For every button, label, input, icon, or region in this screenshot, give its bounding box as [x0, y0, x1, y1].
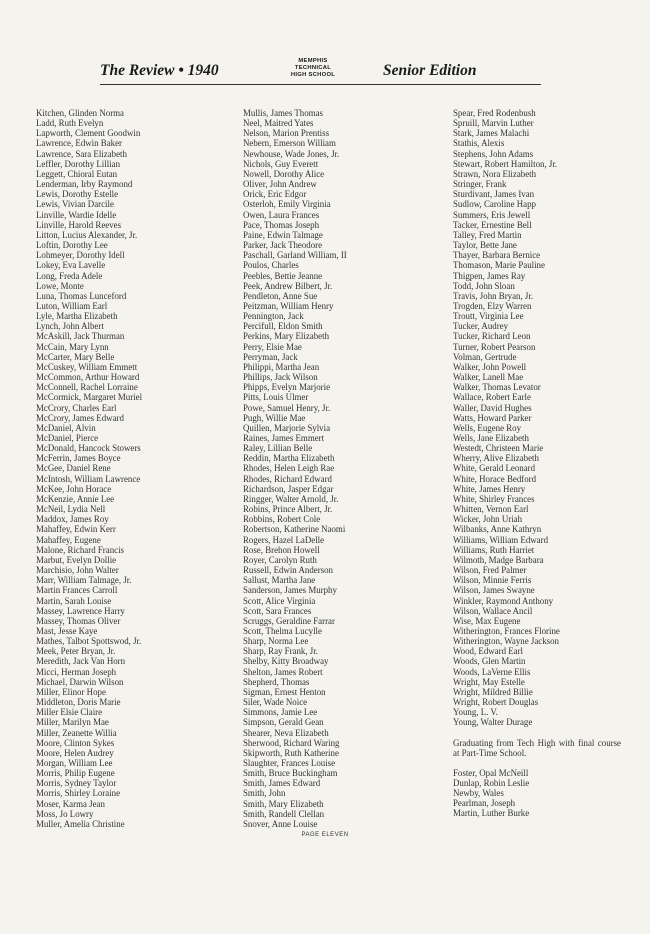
student-name: Volman, Gertrude — [453, 351, 517, 362]
student-name: Moore, Clinton Sykes — [36, 737, 115, 748]
student-name: Walker, John Powell — [453, 361, 527, 372]
school-line-3: HIGH SCHOOL — [290, 72, 336, 78]
student-name: McConnell, Rachel Lorraine — [36, 382, 138, 393]
student-name: Raley, Lillian Belle — [243, 443, 313, 454]
student-name: Paschall, Garland William, II — [243, 250, 347, 261]
student-name: White, James Henry — [453, 483, 526, 494]
student-name: Todd, John Sloan — [453, 280, 515, 291]
student-name: Peebles, Bettie Jeanne — [243, 270, 323, 281]
student-name: Scott, Thelma Lucylle — [243, 625, 322, 636]
student-name: Woods, Glen Martin — [453, 656, 526, 667]
student-name: Moss, Jo Lowry — [36, 808, 94, 819]
student-name: White, Gerald Leonard — [453, 463, 536, 474]
names-column-3-list — [453, 108, 621, 728]
spacer — [453, 758, 621, 768]
student-name: Wallace, Robert Earle — [453, 392, 531, 403]
student-name: Phipps, Evelyn Marjorie — [243, 382, 331, 393]
student-name: Simmons, Jamie Lee — [243, 707, 318, 718]
student-name: Foster, Opal McNeill — [453, 767, 529, 778]
spacer — [453, 728, 621, 738]
student-name: Tucker, Richard Leon — [453, 331, 531, 342]
student-name: McCrory, James Edward — [36, 412, 124, 423]
student-name: Woods, LaVerne Ellis — [453, 666, 531, 677]
student-name: Litton, Lucius Alexander, Jr. — [36, 229, 138, 240]
school-name — [285, 58, 341, 79]
student-name: Wells, Jane Elizabeth — [453, 433, 529, 443]
student-name: Taylor, Bette Jane — [453, 240, 517, 251]
student-name: Massey, Thomas Oliver — [36, 615, 121, 626]
student-name: Walker, Thomas Levator — [453, 382, 541, 393]
student-name: Wilson, Wallace Ancil — [453, 605, 533, 616]
student-name: Robbins, Robert Cole — [243, 514, 321, 525]
names-column-2 — [243, 108, 347, 829]
student-name: Mahaffey, Edwin Kerr — [36, 524, 116, 535]
student-name: Paine, Edwin Talmage — [243, 229, 323, 240]
student-name: Wright, May Estelle — [453, 676, 525, 687]
student-name: Rose, Brehon Howell — [243, 544, 320, 555]
student-name: Wilson, Fred Palmer — [453, 565, 527, 576]
student-name: Linville, Wardie Idelle — [36, 209, 117, 220]
student-name: Sallust, Martha Jane — [243, 575, 316, 586]
student-name: Shearer, Neva Elizabeth — [243, 727, 329, 738]
student-name: McDaniel, Alvin — [36, 422, 96, 433]
student-name: Waller, David Hughes — [453, 402, 532, 413]
student-name: Wright, Robert Douglas — [453, 697, 539, 708]
student-name: Travis, John Bryan, Jr. — [453, 290, 534, 301]
student-name: Dunlap, Robin Leslie — [453, 778, 530, 788]
student-name: Mast, Jesse Kaye — [36, 625, 98, 636]
student-name: Siler, Wade Noice — [243, 697, 308, 708]
student-name: Mathes, Talbot Spottswod, Jr. — [36, 636, 142, 647]
student-name: White, Shirley Frances — [453, 493, 535, 504]
publication-year: 1940 — [187, 62, 219, 79]
student-name: Newhouse, Wade Jones, Jr. — [243, 148, 340, 159]
student-name: Sigman, Ernest Henton — [243, 686, 326, 697]
student-name: Smith, Bruce Buckingham — [243, 768, 338, 779]
student-name: Wilbanks, Anne Kathryn — [453, 524, 542, 535]
student-name: Shelton, James Robert — [243, 666, 323, 677]
student-name: Stathis, Alexis — [453, 138, 505, 149]
graduating-note: Graduating from Tech High with final course at Part-Time School. — [453, 737, 621, 758]
student-name: Owen, Laura Frances — [243, 209, 320, 220]
student-name: McCain, Mary Lynn — [36, 341, 109, 352]
student-name: Massey, Lawrence Harry — [36, 605, 125, 616]
student-name: Raines, James Emmert — [243, 433, 325, 443]
student-name: Osterloh, Emily Virginia — [243, 199, 331, 210]
student-name: Thigpen, James Ray — [453, 270, 526, 281]
student-name: Meredith, Jack Van Horn — [36, 656, 126, 667]
student-name: Wells, Eugene Roy — [453, 422, 522, 433]
student-name: McCormick, Margaret Muriel — [36, 392, 143, 403]
student-name: Luton, William Earl — [36, 300, 108, 311]
student-name: Mahaffey, Eugene — [36, 534, 101, 545]
student-name: McCuskey, William Emmett — [36, 361, 138, 372]
student-name: Smith, Randell Clellan — [243, 808, 325, 819]
student-name: Middleton, Doris Marie — [36, 697, 121, 708]
student-name: Morris, Shirley Loraine — [36, 788, 121, 799]
student-name: Pennington, Jack — [243, 311, 304, 322]
student-name: McDaniel, Pierce — [36, 433, 99, 443]
student-name: Witherington, Frances Florine — [453, 625, 560, 636]
student-name: Talley, Fred Martin — [453, 229, 522, 240]
student-name: Thomason, Marie Pauline — [453, 260, 545, 271]
student-name: McDonald, Hancock Stowers — [36, 443, 141, 454]
student-name: Marr, William Talmage, Jr. — [36, 575, 132, 586]
student-name: Russell, Edwin Anderson — [243, 565, 333, 576]
student-name: Simpson, Gerald Gean — [243, 717, 324, 728]
student-name: Summers, Eris Jewell — [453, 209, 531, 220]
student-name: Martin Frances Carroll — [36, 585, 118, 596]
student-name: Oliver, John Andrew — [243, 179, 317, 190]
student-name: Nowell, Dorothy Alice — [243, 168, 325, 179]
student-name: Young, Walter Durage — [453, 717, 533, 728]
student-name: Strawn, Nora Elizabeth — [453, 168, 537, 179]
student-name: Peitzman, William Henry — [243, 300, 334, 311]
student-name: Morris, Sydney Taylor — [36, 778, 117, 789]
student-name: Watts, Howard Parker — [453, 412, 532, 423]
student-name: Snover, Anne Louise — [243, 818, 318, 829]
student-name: Marbut, Evelyn Dollie — [36, 554, 117, 565]
student-name: Robins, Prince Albert, Jr. — [243, 504, 333, 515]
school-line-2: TECHNICAL — [294, 65, 332, 71]
student-name: Nelson, Marion Prentiss — [243, 128, 330, 139]
student-name: Pace, Thomas Joseph — [243, 219, 320, 230]
student-name: Stephens, John Adams — [453, 148, 534, 159]
student-name: Wicker, John Uriah — [453, 514, 523, 525]
student-name: Moore, Helen Audrey — [36, 747, 114, 758]
student-name: Nebern, Emerson William — [243, 138, 336, 149]
student-name: Troutt, Virginia Lee — [453, 311, 524, 322]
student-name: Leffler, Dorothy Lillian — [36, 158, 121, 169]
student-name: Perry, Elsie Mae — [243, 341, 302, 352]
student-name: Powe, Samuel Henry, Jr. — [243, 402, 331, 413]
student-name: Martin, Luther Burke — [453, 808, 530, 819]
student-name: Kitchen, Glinden Norma — [36, 108, 124, 118]
names-column-3 — [453, 108, 621, 819]
student-name: Sherwood, Richard Waring — [243, 737, 340, 748]
student-name: Neel, Maitred Yates — [243, 118, 314, 129]
student-name: Smith, James Edward — [243, 778, 321, 789]
student-name: Scott, Alice Virginia — [243, 595, 316, 606]
student-name: Reddin, Martha Elizabeth — [243, 453, 335, 464]
student-name: Mullis, James Thomas — [243, 108, 323, 118]
student-name: Loftin, Dorothy Lee — [36, 240, 108, 251]
student-name: Wherry, Alive Elizabeth — [453, 453, 539, 464]
student-name: McNeil, Lydia Nell — [36, 504, 106, 515]
student-name: Skipworth, Ruth Katherine — [243, 747, 339, 758]
student-name: Williams, Ruth Harriet — [453, 544, 535, 555]
student-name: Linville, Harold Reeves — [36, 219, 122, 230]
student-name: Lewis, Dorothy Estelle — [36, 189, 119, 200]
student-name: Percifull, Eldon Smith — [243, 321, 323, 332]
student-name: Lokey, Eva Lavelle — [36, 260, 106, 271]
student-name: McKee, John Horace — [36, 483, 112, 494]
student-name: Newby, Wales — [453, 788, 504, 799]
student-name: Micci, Herman Joseph — [36, 666, 117, 677]
student-name: Poulos, Charles — [243, 260, 299, 271]
student-name: Williams, William Edward — [453, 534, 549, 545]
student-name: Quillen, Marjorie Sylvia — [243, 422, 331, 433]
student-name: Moser, Karma Jean — [36, 798, 105, 809]
student-name: Wilson, James Swayne — [453, 585, 535, 596]
header-rule — [100, 84, 541, 85]
student-name: Orick, Eric Edgor — [243, 189, 307, 200]
student-name: Scruggs, Geraldine Farrar — [243, 615, 335, 626]
student-name: Pitts, Louis Ulmer — [243, 392, 309, 403]
student-name: Wood, Edward Earl — [453, 646, 524, 657]
student-name: Sharp, Ray Frank, Jr. — [243, 646, 318, 657]
student-name: Phillips, Jack Wilson — [243, 372, 318, 383]
student-name: Smith, Mary Elizabeth — [243, 798, 324, 809]
student-name: McAskill, Jack Thurman — [36, 331, 125, 342]
student-name: McKenzie, Annie Lee — [36, 493, 115, 504]
student-name: Tucker, Audrey — [453, 321, 509, 332]
student-name: Winkler, Raymond Anthony — [453, 595, 554, 606]
title-bullet: • — [178, 62, 184, 79]
student-name: Michael, Darwin Wilson — [36, 676, 124, 687]
student-name: Miller, Zeanette Willia — [36, 727, 117, 738]
student-name: Rhodes, Richard Edward — [243, 473, 332, 484]
student-name: Miller, Elinor Hope — [36, 686, 106, 697]
student-name: Walker, Lanell Mae — [453, 372, 524, 383]
student-name: Royer, Carolyn Ruth — [243, 554, 317, 565]
student-name: Pugh, Willie Mae — [243, 412, 306, 423]
student-name: Philippi, Martha Jean — [243, 361, 320, 372]
student-name: Lewis, Vivian Darcile — [36, 199, 114, 210]
student-name: Lynch, John Albert — [36, 321, 104, 332]
student-name: Shelby, Kitty Broadway — [243, 656, 329, 667]
student-name: Rogers, Hazel LaDelle — [243, 534, 325, 545]
student-name: Stewart, Robert Hamilton, Jr. — [453, 158, 558, 169]
student-name: Lyle, Martha Elizabeth — [36, 311, 118, 322]
student-name: Peek, Andrew Bilbert, Jr. — [243, 280, 333, 291]
student-name: Nichols, Guy Everett — [243, 158, 319, 169]
student-name: Leggett, Chioral Eutan — [36, 168, 118, 179]
student-name: Luna, Thomas Lunceford — [36, 290, 127, 301]
student-name: Turner, Robert Pearson — [453, 341, 536, 352]
student-name: Lowe, Monte — [36, 280, 84, 291]
student-name: Pendleton, Anne Sue — [243, 290, 318, 301]
student-name: Parker, Jack Theodore — [243, 240, 323, 251]
student-name: Lapworth, Clement Goodwin — [36, 128, 141, 139]
student-name: Meek, Peter Bryan, Jr. — [36, 646, 116, 657]
student-name: Witherington, Wayne Jackson — [453, 636, 559, 647]
student-name: Sudlow, Caroline Happ — [453, 199, 536, 210]
student-name: Scott, Sara Frances — [243, 605, 312, 616]
student-name: Malone, Richard Francis — [36, 544, 124, 555]
student-name: Muller, Amelia Christine — [36, 818, 125, 829]
student-name: Perryman, Jack — [243, 351, 298, 362]
student-name: Sanderson, James Murphy — [243, 585, 337, 596]
student-name: Lawrence, Sara Elizabeth — [36, 148, 127, 159]
student-name: Miller Elsie Claire — [36, 707, 103, 718]
student-name: McIntosh, William Lawrence — [36, 473, 141, 484]
graduating-list — [453, 768, 621, 819]
publication-name: The Review — [100, 62, 175, 79]
student-name: McFerrin, James Boyce — [36, 453, 121, 464]
student-name: Ringger, Walter Arnold, Jr. — [243, 493, 339, 504]
names-column-1 — [36, 108, 142, 829]
student-name: Smith, John — [243, 788, 286, 799]
student-name: Slaughter, Frances Louise — [243, 758, 336, 768]
student-name: Westedt, Christeen Marie — [453, 443, 544, 454]
student-name: Shepherd, Thomas — [243, 676, 310, 687]
student-name: Wilmoth, Madge Barbara — [453, 554, 544, 565]
student-name: Long, Freda Adele — [36, 270, 103, 281]
publication-title — [100, 62, 219, 80]
student-name: McCrory, Charles Earl — [36, 402, 117, 413]
student-name: Thayer, Barbara Bernice — [453, 250, 541, 261]
student-name: Trogden, Elzy Warren — [453, 300, 532, 311]
student-name: Martin, Sarah Louise — [36, 595, 112, 606]
page-number: PAGE ELEVEN — [301, 832, 349, 838]
student-name: Morgan, William Lee — [36, 758, 113, 768]
student-name: Lenderman, Irby Raymond — [36, 179, 133, 190]
student-name: Spruill, Marvin Luther — [453, 118, 534, 129]
student-name: Stringer, Frank — [453, 179, 507, 190]
student-name: McCommon, Arthur Howard — [36, 372, 140, 383]
student-name: Ladd, Ruth Evelyn — [36, 118, 104, 129]
edition-title: Senior Edition — [383, 62, 477, 79]
student-name: Morris, Philip Eugene — [36, 768, 115, 779]
student-name: Pearlman, Joseph — [453, 798, 516, 809]
student-name: Spear, Fred Rodenbush — [453, 108, 536, 118]
student-name: McCarter, Mary Belle — [36, 351, 115, 362]
student-name: Lawrence, Edwin Baker — [36, 138, 122, 149]
student-name: Sharp, Norma Lee — [243, 636, 309, 647]
student-name: Wright, Mildred Billie — [453, 686, 533, 697]
school-line-1: MEMPHIS — [298, 58, 328, 64]
student-name: Lohmeyer, Dorothy Idell — [36, 250, 125, 261]
student-name: Marchisio, John Walter — [36, 565, 119, 576]
student-name: Tacker, Ernestine Bell — [453, 219, 532, 230]
student-name: Robertson, Katherine Naomi — [243, 524, 346, 535]
student-name: Miller, Marilyn Mae — [36, 717, 109, 728]
student-name: Stark, James Malachi — [453, 128, 530, 139]
student-name: Young, L. V. — [453, 707, 498, 718]
student-name: Richardson, Jasper Edgar — [243, 483, 334, 494]
student-name: White, Horace Bedford — [453, 473, 537, 484]
student-name: Whitten, Vernon Earl — [453, 504, 529, 515]
student-name: Maddox, James Roy — [36, 514, 109, 525]
student-name: Sturdivant, James Ivan — [453, 189, 535, 200]
student-name: Wise, Max Eugene — [453, 615, 521, 626]
student-name: Rhodes, Helen Leigh Rae — [243, 463, 335, 474]
student-name: McGee, Daniel Rene — [36, 463, 111, 474]
student-name: Perkins, Mary Elizabeth — [243, 331, 330, 342]
student-name: Wilson, Minnie Ferris — [453, 575, 532, 586]
